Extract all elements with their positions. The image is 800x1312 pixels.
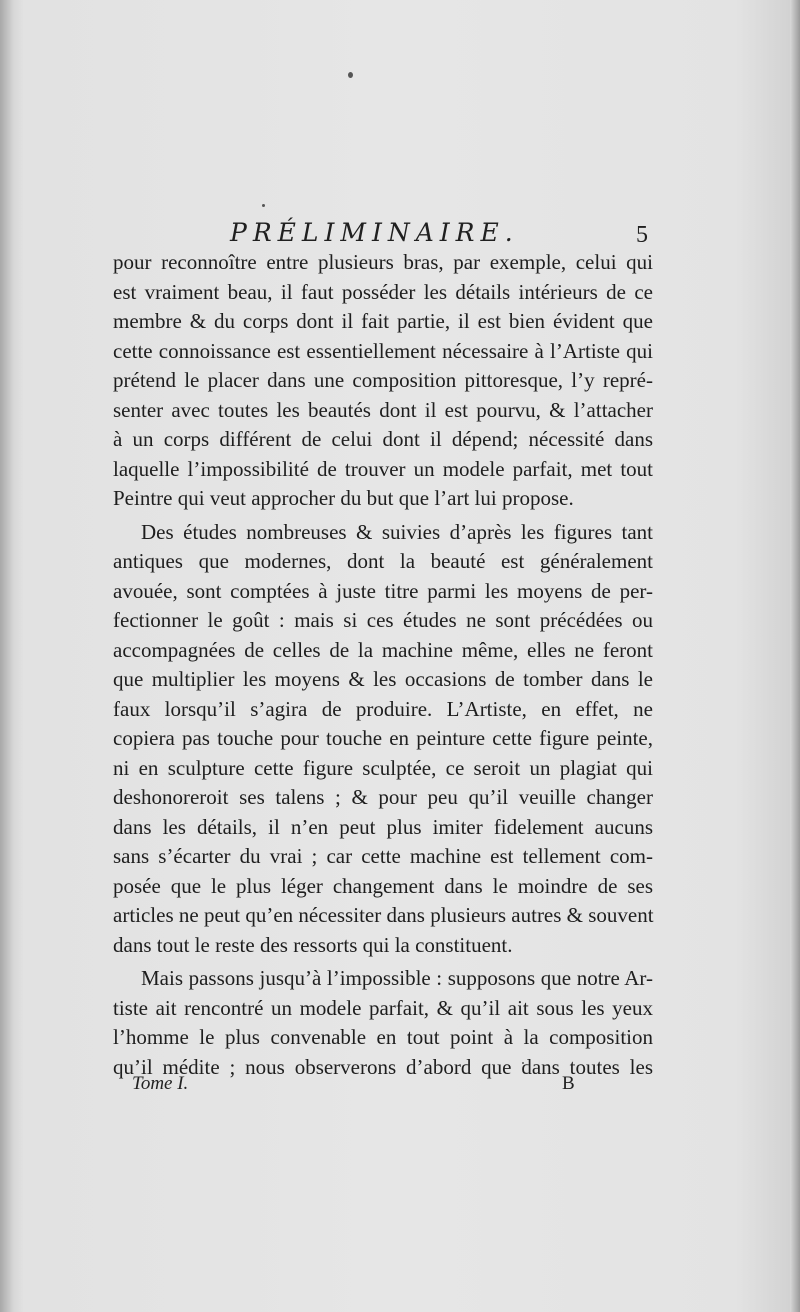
text-line: accompagnées de celles de la machine même, elles ne feront <box>113 637 653 662</box>
text-line: laquelle l’impossibilité de trouver un modele parfait, met tout <box>113 456 653 481</box>
text-line: ni en sculpture cette figure sculptée, ce seroit un plagiat qui <box>113 755 653 780</box>
text-line: prétend le placer dans une composition pittoresque, l’y repré- <box>113 368 653 392</box>
page-right-edge-shadow <box>790 0 800 1312</box>
text-line: faux lorsqu’il s’agira de produire. L’Artiste, en effet, ne <box>113 696 653 721</box>
running-header <box>120 218 650 252</box>
ink-speck <box>262 204 265 207</box>
text-line: senter avec toutes les beautés dont il est pourvu, & l’attacher <box>113 397 653 422</box>
text-line: Des études nombreuses & suivies d’après les figures tant <box>141 519 653 544</box>
running-title: PRÉLIMINAIRE. <box>230 218 519 247</box>
text-line: posée que le plus léger changement dans le moindre de ses <box>113 873 653 898</box>
volume-signature: Tome I. <box>132 1073 189 1094</box>
text-line: dans les détails, il n’en peut plus imiter fidelement aucuns <box>113 814 653 839</box>
text-line: pour reconnoître entre plusieurs bras, par exemple, celui qui <box>113 250 653 274</box>
text-line: Peintre qui veut approcher du but que l’art lui propose. <box>113 486 574 510</box>
text-line: tiste ait rencontré un modele parfait, & qu’il ait sous les yeux <box>113 995 653 1020</box>
text-line: fectionner le goût : mais si ces études ne sont précédées ou <box>113 608 653 632</box>
page-left-edge-shadow <box>0 0 14 1312</box>
text-line: dans tout le reste des ressorts qui la constituent. <box>113 932 513 957</box>
paragraph-2 <box>113 518 653 961</box>
text-line: membre & du corps dont il fait partie, il est bien évident que <box>113 309 653 333</box>
text-line: cette connoissance est essentiellement nécessaire à l’Artiste qui <box>113 338 653 363</box>
text-line: antiques que modernes, dont la beauté est généralement <box>113 549 653 573</box>
text-line: l’homme le plus convenable en tout point à la composition <box>113 1025 653 1049</box>
text-line: avouée, sont comptées à juste titre parmi les moyens de per- <box>113 578 653 603</box>
ink-speck <box>348 72 353 78</box>
text-line: articles ne peut qu’en nécessiter dans plusieurs autres & souvent <box>113 903 654 927</box>
text-line: à un corps différent de celui dont il dépend; nécessité dans <box>113 427 653 451</box>
text-line: Mais passons jusqu’à l’impossible : supposons que notre Ar- <box>141 966 653 990</box>
paragraph-1 <box>113 248 653 514</box>
gathering-signature: B <box>562 1073 575 1094</box>
paragraph-3 <box>113 964 653 1082</box>
text-line: qu’il médite ; nous observerons d’abord que dans toutes les <box>113 1054 653 1079</box>
text-line: sans s’écarter du vrai ; car cette machine est tellement com- <box>113 844 653 868</box>
text-line: que multiplier les moyens & les occasions de tomber dans le <box>113 667 653 691</box>
body-text <box>113 248 653 1082</box>
text-line: deshonoreroit ses talens ; & pour peu qu’il veuille changer <box>113 785 653 809</box>
text-line: est vraiment beau, il faut posséder les détails intérieurs de ce <box>113 279 653 304</box>
text-line: copiera pas touche pour touche en peinture cette figure peinte, <box>113 726 653 750</box>
page-number: 5 <box>636 222 648 248</box>
